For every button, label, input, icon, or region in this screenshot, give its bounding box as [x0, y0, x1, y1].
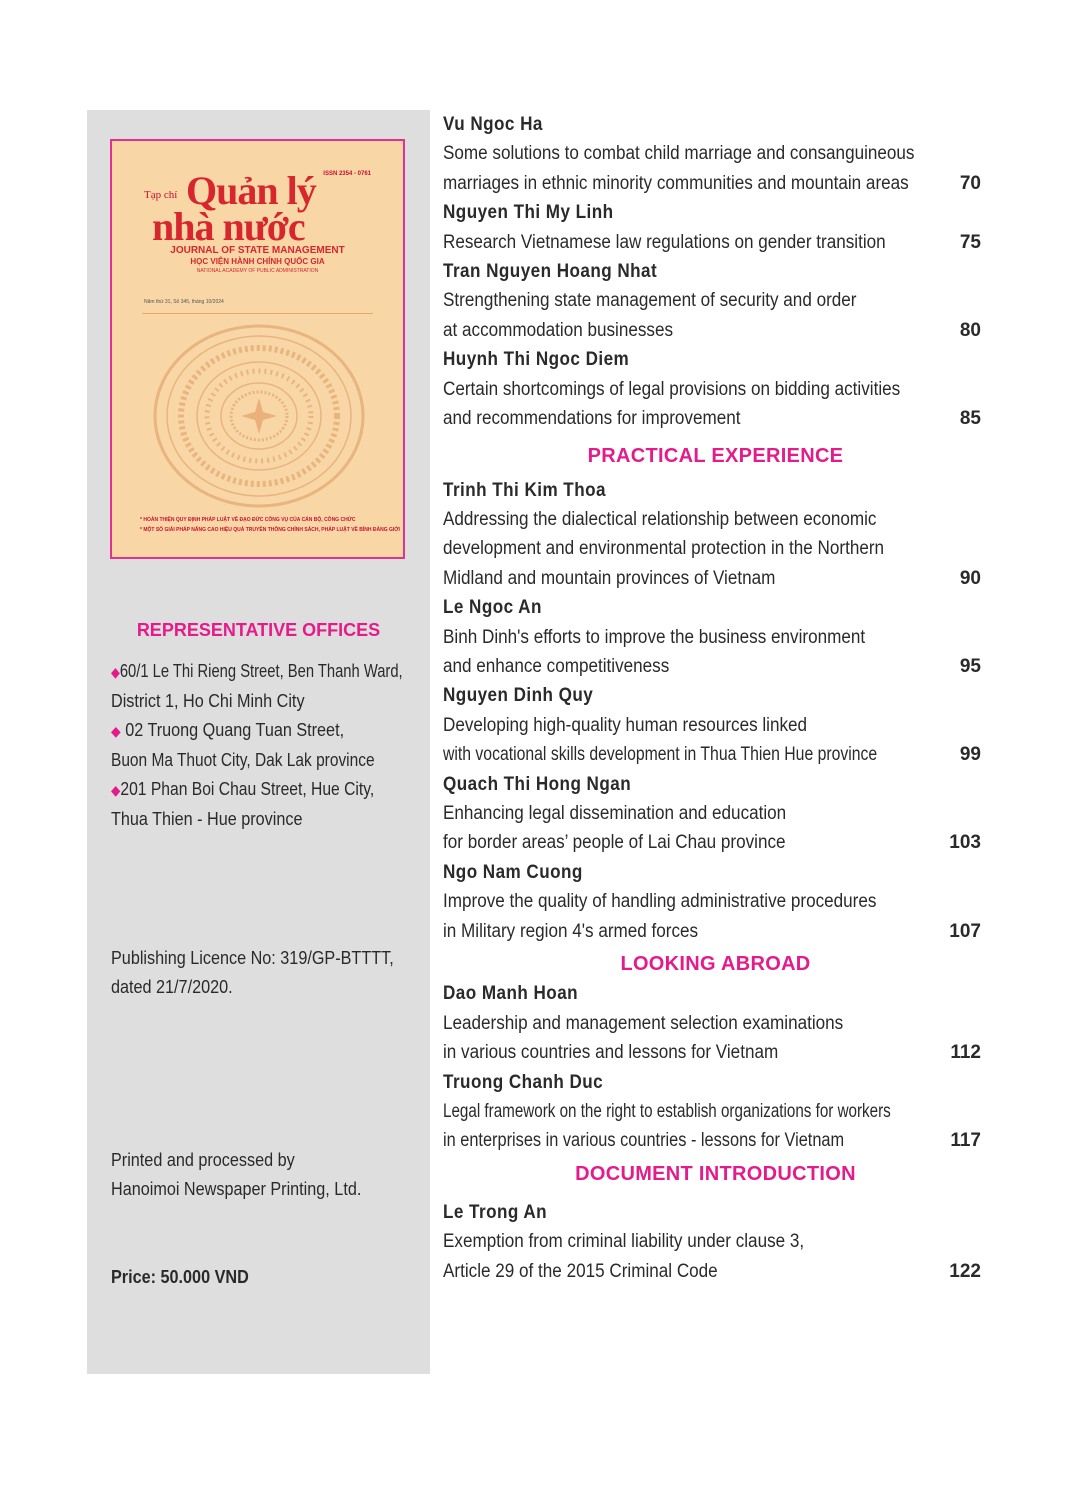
toc-author: Tran Nguyen Hoang Nhat — [443, 260, 658, 282]
toc-page-number: 70 — [959, 172, 981, 194]
toc-page-number: 80 — [959, 319, 981, 341]
address-line: District 1, Ho Chi Minh City — [111, 691, 305, 711]
section-heading-looking-abroad: LOOKING ABROAD — [620, 952, 811, 975]
cover-academy-vi: HỌC VIỆN HÀNH CHÍNH QUỐC GIA — [190, 257, 325, 266]
toc-author: Le Ngoc An — [443, 597, 542, 619]
cover-journal-en: JOURNAL OF STATE MANAGEMENT — [170, 245, 345, 256]
cover-academy-en: NATIONAL ACADEMY OF PUBLIC ADMINISTRATION — [196, 268, 319, 274]
toc-title-line: Strengthening state management of security and order — [443, 290, 857, 312]
toc-title-line: in various countries and lessons for Vietnam 112 — [443, 1038, 988, 1067]
bronze-drum-illustration — [152, 321, 367, 511]
toc-page-number: 85 — [959, 407, 981, 429]
toc-title-line: Exemption from criminal liability under clause 3, — [443, 1231, 805, 1253]
toc-title-line: and enhance competitiveness 95 — [443, 652, 988, 681]
toc-author: Ngo Nam Cuong — [443, 861, 583, 883]
address-line: ◆201 Phan Boi Chau Street, Hue City, — [111, 779, 375, 799]
cover-tap-chi: Tạp chí — [144, 189, 178, 201]
section-heading-practical-experience: PRACTICAL EXPERIENCE — [587, 445, 844, 468]
toc-title-line: in enterprises in various countries - lessons for Vietnam 117 — [443, 1126, 988, 1155]
representative-offices-heading: REPRESENTATIVE OFFICES — [136, 620, 381, 640]
toc-author: Huynh Thi Ngoc Diem — [443, 349, 630, 371]
address-line: Buon Ma Thuot City, Dak Lak province — [111, 750, 375, 770]
table-of-contents — [443, 110, 988, 1286]
toc-title-line: in Military region 4's armed forces 107 — [443, 917, 988, 946]
toc-author: Truong Chanh Duc — [443, 1071, 604, 1093]
price: Price: 50.000 VND — [111, 1267, 249, 1287]
toc-page-number: 112 — [950, 1042, 981, 1064]
toc-author: Trinh Thi Kim Thoa — [443, 479, 606, 501]
toc-page-number: 99 — [959, 744, 981, 766]
address-line: Thua Thien - Hue province — [111, 809, 303, 829]
toc-title-line: Midland and mountain provinces of Vietnam 90 — [443, 564, 988, 593]
toc-title-line: with vocational skills development in Thua Thien Hue province 99 — [443, 740, 988, 769]
toc-title-line: Legal framework on the right to establish organizations for workers — [443, 1100, 891, 1122]
toc-title-line: development and environmental protection in the Northern — [443, 538, 885, 560]
cover-issue: Năm thứ 31, Số 345, tháng 10/2024 — [144, 299, 224, 305]
toc-page-number: 122 — [949, 1260, 981, 1282]
toc-page-number: 117 — [950, 1130, 981, 1152]
toc-title-line: Some solutions to combat child marriage and consanguineous — [443, 143, 915, 165]
toc-title-line: Article 29 of the 2015 Criminal Code 122 — [443, 1257, 988, 1286]
toc-page-number: 103 — [949, 832, 981, 854]
printer-info: Printed and processed by Hanoimoi Newspaper Printing, Ltd. — [111, 1150, 362, 1199]
toc-title-line: marriages in ethnic minority communities and mountain areas 70 — [443, 169, 988, 198]
toc-title-line: Developing high-quality human resources linked — [443, 714, 808, 736]
toc-title-line: Improve the quality of handling administrative procedures — [443, 891, 877, 913]
toc-title-line: Enhancing legal dissemination and education — [443, 802, 787, 824]
section-heading-document-introduction: DOCUMENT INTRODUCTION — [575, 1162, 856, 1185]
journal-cover-image — [110, 139, 405, 559]
toc-title-line: Research Vietnamese law regulations on gender transition 75 — [443, 228, 988, 257]
toc-author: Nguyen Thi My Linh — [443, 202, 614, 224]
toc-author: Le Trong An — [443, 1202, 548, 1224]
cover-divider — [142, 313, 373, 314]
cover-title-line1: Quản lý — [186, 168, 316, 213]
cover-note-2: * MỘT SỐ GIẢI PHÁP NÂNG CAO HIỆU QUẢ TRUYỀN THÔNG CHÍNH SÁCH, PHÁP LUẬT VỀ BÌNH ĐẲNG GIỚI — [140, 527, 400, 533]
toc-author: Quach Thi Hong Ngan — [443, 773, 632, 795]
toc-page-number: 107 — [949, 920, 981, 942]
toc-page-number: 75 — [959, 231, 981, 253]
toc-title-line: at accommodation businesses 80 — [443, 316, 988, 345]
toc-page-number: 90 — [959, 567, 981, 589]
cover-title-line2: nhà nước — [152, 204, 305, 249]
cover-issn: ISSN 2354 - 0761 — [323, 171, 371, 177]
toc-title-line: and recommendations for improvement 85 — [443, 404, 988, 433]
toc-title-line: for border areas’ people of Lai Chau province 103 — [443, 828, 988, 857]
toc-page-number: 95 — [959, 656, 981, 678]
address-line: ◆60/1 Le Thi Rieng Street, Ben Thanh Ward, — [111, 661, 403, 681]
toc-title-line: Addressing the dialectical relationship between economic — [443, 509, 877, 531]
toc-title-line: Binh Dinh's efforts to improve the business environment — [443, 626, 866, 648]
address-line: ◆ 02 Truong Quang Tuan Street, — [111, 720, 345, 740]
publishing-licence: Publishing Licence No: 319/GP-BTTTT, dated 21/7/2020. — [111, 948, 394, 997]
toc-title-line: Certain shortcomings of legal provisions on bidding activities — [443, 378, 901, 400]
toc-author: Nguyen Dinh Quy — [443, 685, 594, 707]
cover-note-1: * HOÀN THIỆN QUY ĐỊNH PHÁP LUẬT VỀ ĐẠO ĐỨC CÔNG VỤ CỦA CÁN BỘ, CÔNG CHỨC — [140, 517, 356, 523]
toc-author: Dao Manh Hoan — [443, 983, 579, 1005]
toc-title-line: Leadership and management selection examinations — [443, 1012, 844, 1034]
office-addresses — [111, 657, 471, 834]
toc-author: Vu Ngoc Ha — [443, 114, 543, 135]
